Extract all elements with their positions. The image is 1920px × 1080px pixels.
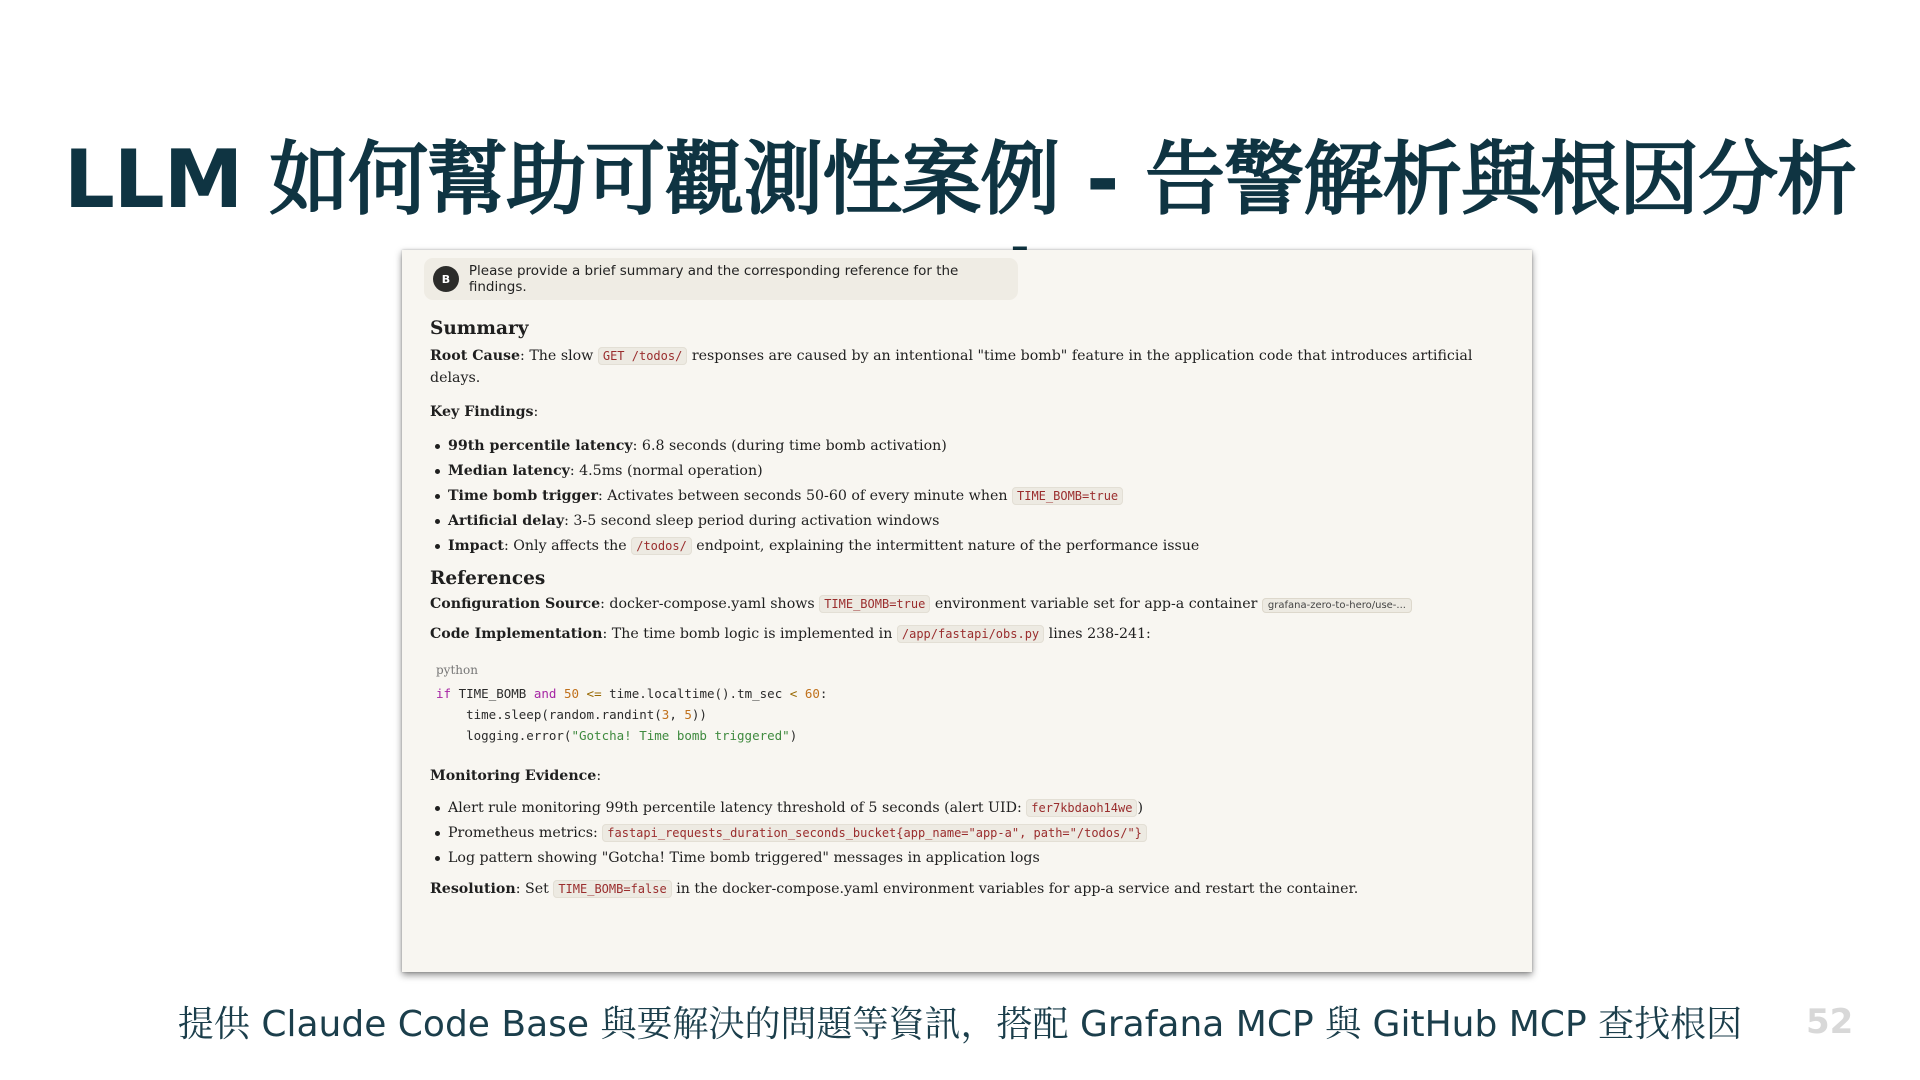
list-item: Time bomb trigger: Activates between seconds 50-60 of every minute when TIME_BOMB=true (430, 485, 1510, 507)
slide-caption: 提供 Claude Code Base 與要解決的問題等資訊，搭配 Grafana MCP 與 GitHub MCP 查找根因 (177, 1004, 1743, 1045)
root-cause-post: responses are caused by an intentional "time bomb" feature in the application code that introduces artificial delays. (430, 348, 1473, 386)
code-content (430, 683, 1510, 746)
monitoring-line: Monitoring Evidence: (430, 768, 602, 784)
config-source-line: Configuration Source: docker-compose.yaml shows TIME_BOMB=true environment variable set for app-a container grafana-zero-to-hero/use-... (430, 593, 1510, 617)
root-cause-pre: : The slow (520, 348, 598, 364)
list-item: 99th percentile latency: 6.8 seconds (during time bomb activation) (430, 435, 1510, 457)
chat-screenshot (402, 250, 1532, 972)
user-prompt-text: Please provide a brief summary and the corresponding reference for the findings. (468, 263, 959, 295)
findings-list (430, 435, 1510, 557)
references-heading: References (430, 568, 546, 589)
code-impl-line: Code Implementation: The time bomb logic is implemented in /app/fastapi/obs.py lines 238-241: (430, 626, 1151, 642)
list-item: Log pattern showing "Gotcha! Time bomb triggered" messages in application logs (430, 847, 1510, 869)
list-item: Alert rule monitoring 99th percentile latency threshold of 5 seconds (alert UID: fer7kbdaoh14we ) (430, 797, 1510, 819)
todos-code: /todos/ (631, 537, 692, 555)
resolution-line: Resolution: Set TIME_BOMB=false in the docker-compose.yaml environment variables for app-a service and restart the container. (430, 881, 1359, 897)
summary-heading: Summary (430, 318, 529, 339)
list-item: Median latency: 4.5ms (normal operation) (430, 460, 1510, 482)
user-prompt-bubble (424, 258, 1018, 300)
key-findings-label: Key Findings (430, 404, 534, 420)
code-block (430, 663, 1510, 746)
code-line: time.sleep(random.randint(3, 5)) (436, 707, 707, 722)
assistant-response (430, 316, 1510, 900)
list-item: Prometheus metrics: fastapi_requests_duration_seconds_bucket{app_name="app-a", path="/todos/"} (430, 822, 1510, 844)
code-line: logging.error("Gotcha! Time bomb triggered") (436, 728, 798, 743)
monitoring-list (430, 797, 1510, 869)
root-cause-label: Root Cause (430, 348, 521, 364)
list-item: Impact: Only affects the /todos/ endpoint, explaining the intermittent nature of the performance issue (430, 535, 1510, 557)
time-bomb-code: TIME_BOMB=true (1012, 487, 1123, 505)
source-link-chip[interactable]: grafana-zero-to-hero/use-... (1262, 598, 1412, 613)
code-language-label: python (436, 663, 478, 677)
root-cause-code: GET /todos/ (598, 347, 687, 365)
key-findings-line: Key Findings: (430, 404, 539, 420)
slide-title: LLM 如何幫助可觀測性案例 - 告警解析與根因分析 (63, 133, 1857, 226)
user-avatar: B (433, 266, 459, 292)
root-cause-line (430, 345, 1510, 389)
list-item: Artificial delay: 3-5 second sleep period during activation windows (430, 510, 1510, 532)
code-line: if TIME_BOMB and 50 <= time.localtime().tm_sec < 60: (436, 686, 828, 701)
page-number: 52 (1806, 1002, 1854, 1042)
